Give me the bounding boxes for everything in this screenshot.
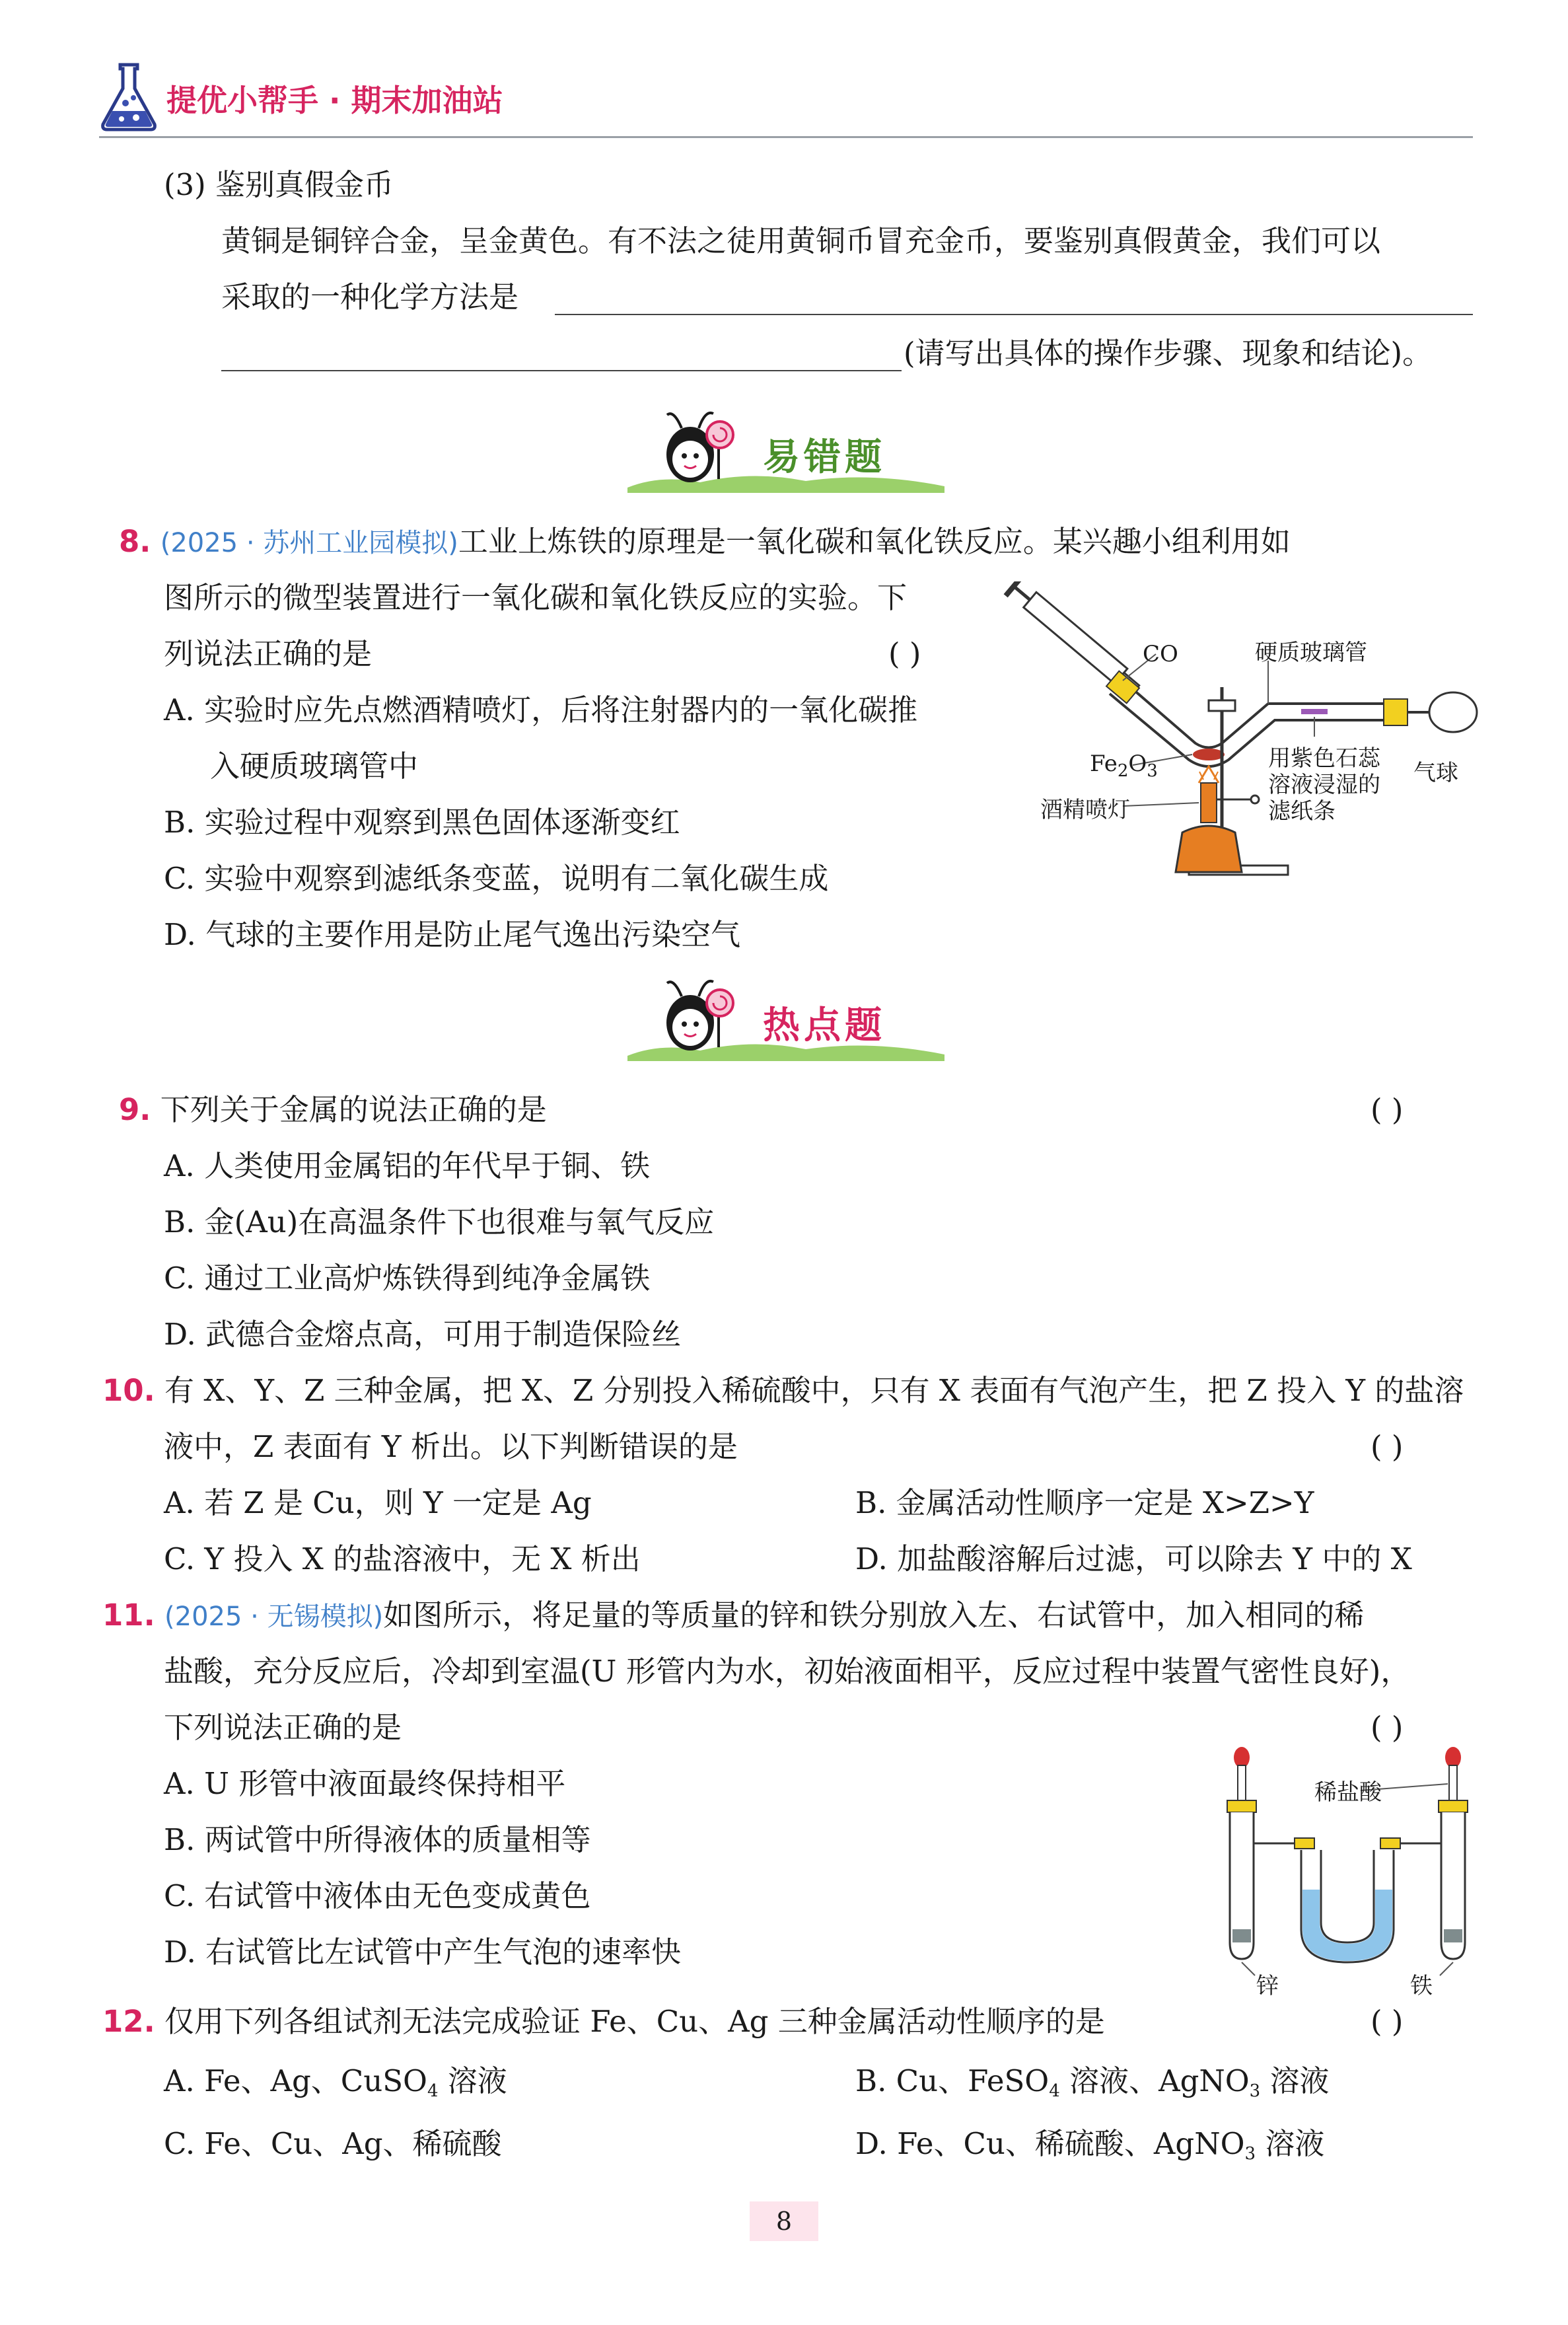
q3-part-title: (3) 鉴别真假金币 — [164, 167, 394, 202]
q10-option-d[interactable]: D. 加盐酸溶解后过滤，可以除去 Y 中的 X — [855, 1541, 1412, 1576]
answer-blank-2[interactable] — [221, 370, 902, 371]
q8-option-a-2: 入硬质玻璃管中 — [210, 749, 419, 784]
q11-option-a[interactable]: A. U 形管中液面最终保持相平 — [164, 1766, 566, 1801]
q3-part-line2: 采取的一种化学方法是 — [221, 279, 519, 314]
q9-line — [119, 1090, 547, 1130]
hard-glass-tube-label: 硬质玻璃管 — [1255, 640, 1367, 666]
q12-option-d-post: 溶液 — [1256, 2126, 1325, 2161]
q12-option-a[interactable] — [164, 2061, 507, 2111]
iron-label: 铁 — [1410, 1973, 1433, 1999]
fe2o3-o: O — [1128, 751, 1147, 777]
q8-option-a-1[interactable]: A. 实验时应先点燃酒精喷灯，后将注射器内的一氧化碳推 — [164, 692, 918, 727]
q12-number: 12. — [102, 2004, 155, 2039]
q10-number: 10. — [102, 1373, 155, 1408]
q12-option-b-pre: B. Cu、FeSO — [855, 2063, 1050, 2098]
q8-line1 — [119, 522, 1291, 563]
co-label: CO — [1143, 641, 1178, 667]
q8-option-d[interactable]: D. 气球的主要作用是防止尾气逸出污染空气 — [164, 917, 741, 952]
q12-stem: 仅用下列各组试剂无法完成验证 Fe、Cu、Ag 三种金属活动性顺序的是 — [164, 2004, 1105, 2039]
fe2o3-label — [1090, 751, 1158, 781]
balloon-label: 气球 — [1413, 760, 1458, 786]
zinc-label: 锌 — [1256, 1973, 1279, 1999]
q11-number: 11. — [102, 1598, 155, 1633]
fe2o3-fe: Fe — [1090, 751, 1118, 777]
q9-option-a[interactable]: A. 人类使用金属铝的年代早于铜、铁 — [164, 1148, 651, 1183]
paper-label-1: 用紫色石蕊 — [1268, 745, 1380, 772]
q3-part-line1: 黄铜是铜锌合金，呈金黄色。有不法之徒用黄铜币冒充金币，要鉴别真假黄金，我们可以 — [221, 223, 1381, 258]
q11-figure — [1215, 1744, 1479, 1999]
q10-stem2: 液中，Z 表面有 Y 析出。以下判断错误的是 — [164, 1429, 738, 1464]
q8-number: 8. — [119, 524, 151, 559]
q8-stem2: 图所示的微型装置进行一氧化碳和氧化铁反应的实验。下 — [164, 580, 908, 615]
q12-option-b-post: 溶液 — [1260, 2063, 1330, 2098]
section-badge-hot — [621, 965, 951, 1064]
q12-line — [102, 2002, 1105, 2042]
apparatus-diagram — [991, 581, 1479, 885]
q8-stem3: 列说法正确的是 — [164, 636, 373, 671]
q8-figure — [991, 581, 1479, 885]
q9-option-c[interactable]: C. 通过工业高炉炼铁得到纯净金属铁 — [164, 1261, 651, 1296]
q8-source: (2025 · 苏州工业园模拟) — [160, 528, 458, 558]
q12-option-b[interactable] — [855, 2061, 1330, 2111]
q8-option-c[interactable]: C. 实验中观察到滤纸条变蓝，说明有二氧化碳生成 — [164, 861, 829, 896]
fe2o3-sub1: 2 — [1117, 761, 1129, 781]
q12-option-b-sub2: 3 — [1249, 2081, 1261, 2101]
q12-option-d-pre: D. Fe、Cu、稀硫酸、AgNO — [855, 2126, 1245, 2161]
q12-answer-paren[interactable]: ( ) — [1371, 2004, 1404, 2039]
q11-stem3: 下列说法正确的是 — [164, 1710, 402, 1745]
q11-stem1: 如图所示，将足量的等质量的锌和铁分别放入左、右试管中，加入相同的稀 — [383, 1598, 1365, 1633]
q9-stem: 下列关于金属的说法正确的是 — [160, 1092, 547, 1127]
q10-option-b[interactable]: B. 金属活动性顺序一定是 X>Z>Y — [855, 1485, 1314, 1520]
q8-stem1: 工业上炼铁的原理是一氧化碳和氧化铁反应。某兴趣小组利用如 — [458, 524, 1291, 559]
q12-option-d-sub: 3 — [1244, 2144, 1256, 2164]
flask-icon — [99, 59, 159, 132]
q10-answer-paren[interactable]: ( ) — [1371, 1429, 1404, 1464]
q10-option-c[interactable]: C. Y 投入 X 的盐溶液中，无 X 析出 — [164, 1541, 641, 1576]
q3-part-note: (请写出具体的操作步骤、现象和结论)。 — [904, 336, 1433, 371]
header — [99, 59, 1473, 139]
q11-option-d[interactable]: D. 右试管比左试管中产生气泡的速率快 — [164, 1935, 682, 1970]
fe2o3-sub2: 3 — [1147, 761, 1158, 781]
q10-option-a[interactable]: A. 若 Z 是 Cu，则 Y 一定是 Ag — [164, 1485, 592, 1520]
q12-option-a-post: 溶液 — [438, 2063, 507, 2098]
q12-option-b-mid: 溶液、AgNO — [1059, 2063, 1250, 2098]
q11-stem2: 盐酸，充分反应后，冷却到室温(U 形管内为水，初始液面相平，反应过程中装置气密性良好)， — [164, 1654, 1411, 1689]
header-title: 提优小帮手 · 期末加油站 — [166, 83, 503, 118]
header-divider — [99, 136, 1473, 138]
section-badge-easy-wrong — [621, 396, 951, 496]
q11-line1 — [102, 1596, 1364, 1637]
q9-number: 9. — [119, 1092, 151, 1127]
q11-source: (2025 · 无锡模拟) — [164, 1602, 384, 1632]
lamp-label: 酒精喷灯 — [1040, 797, 1130, 823]
q11-option-b[interactable]: B. 两试管中所得液体的质量相等 — [164, 1822, 591, 1857]
page-number-badge — [750, 2201, 818, 2241]
q9-option-d[interactable]: D. 武德合金熔点高，可用于制造保险丝 — [164, 1317, 682, 1352]
q12-option-b-sub1: 4 — [1049, 2081, 1060, 2101]
q12-option-a-pre: A. Fe、Ag、CuSO — [164, 2063, 427, 2098]
q11-option-c[interactable]: C. 右试管中液体由无色变成黄色 — [164, 1878, 591, 1913]
q8-option-b[interactable]: B. 实验过程中观察到黑色固体逐渐变红 — [164, 805, 680, 840]
section-title-easy-wrong: 易错题 — [763, 436, 886, 479]
q11-answer-paren[interactable]: ( ) — [1371, 1710, 1404, 1745]
q12-option-d[interactable] — [855, 2124, 1324, 2174]
q9-answer-paren[interactable]: ( ) — [1371, 1092, 1404, 1127]
answer-blank-1[interactable] — [555, 314, 1473, 315]
q9-option-b[interactable]: B. 金(Au)在高温条件下也很难与氧气反应 — [164, 1204, 715, 1239]
paper-label-2: 溶液浸湿的 — [1268, 772, 1380, 798]
dilute-hcl-label: 稀盐酸 — [1314, 1779, 1382, 1806]
q12-option-a-sub: 4 — [427, 2081, 439, 2101]
paper-label-3: 滤纸条 — [1268, 798, 1336, 825]
q10-line1 — [102, 1371, 1464, 1411]
section-title-hot: 热点题 — [763, 1004, 886, 1047]
q8-answer-paren[interactable]: ( ) — [888, 636, 921, 671]
q12-option-c[interactable]: C. Fe、Cu、Ag、稀硫酸 — [164, 2126, 502, 2161]
q10-stem1: 有 X、Y、Z 三种金属，把 X、Z 分别投入稀硫酸中，只有 X 表面有气泡产生，把 Z 投入 Y 的盐溶 — [164, 1373, 1464, 1408]
page-number: 8 — [775, 2207, 793, 2236]
